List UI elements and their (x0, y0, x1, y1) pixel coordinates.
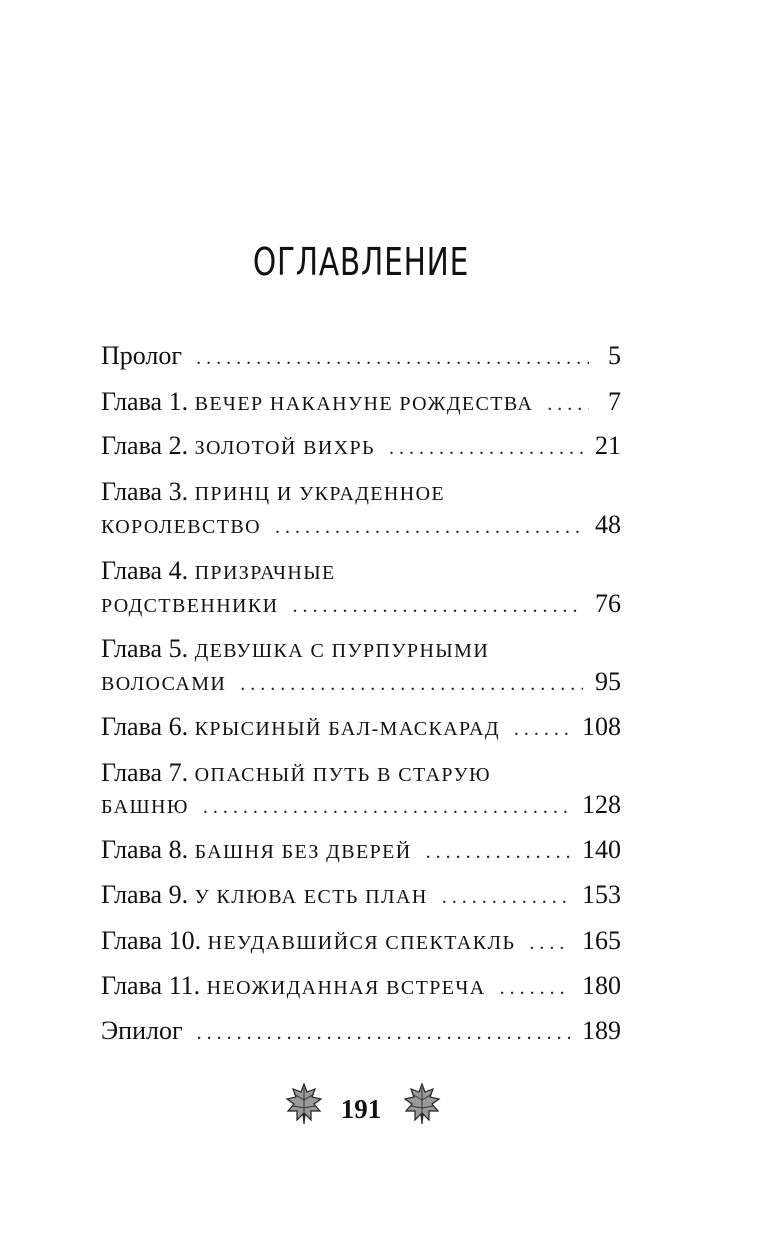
entry-title-continuation: ВОЛОСАМИ (101, 673, 227, 695)
entry-label: Глава 2. (101, 431, 189, 460)
entry-title: ВЕЧЕР НАКАНУНЕ РОЖДЕСТВА (194, 393, 534, 415)
dot-leader (197, 1017, 570, 1049)
entry-label: Глава 7. (101, 758, 189, 787)
toc-entry-chapter-4[interactable] (101, 555, 621, 587)
entry-label: Глава 10. (101, 926, 202, 955)
entry-page: 165 (582, 926, 621, 955)
toc-entry-chapter-7-cont[interactable] (101, 789, 621, 821)
entry-title-continuation: РОДСТВЕННИКИ (101, 595, 279, 617)
entry-title: У КЛЮВА ЕСТЬ ПЛАН (194, 886, 428, 908)
entry-title: ДЕВУШКА С ПУРПУРНЫМИ (194, 640, 490, 662)
entry-page: 76 (595, 589, 621, 618)
holly-leaf-icon (402, 1082, 442, 1126)
toc-entry-chapter-5-cont[interactable] (101, 666, 621, 698)
entry-page: 153 (582, 880, 621, 909)
entry-page: 140 (582, 835, 621, 864)
toc-entry-chapter-3-cont[interactable] (101, 509, 621, 541)
entry-title: ПРИЗРАЧНЫЕ (194, 562, 336, 584)
entry-title: КРЫСИНЫЙ БАЛ-МАСКАРАД (194, 718, 500, 740)
toc-entry-chapter-3[interactable] (101, 476, 621, 508)
dot-leader (292, 590, 583, 622)
entry-label: Глава 4. (101, 556, 189, 585)
entry-label: Глава 3. (101, 477, 189, 506)
entry-title: НЕОЖИДАННАЯ ВСТРЕЧА (206, 977, 486, 999)
entry-label: Глава 5. (101, 634, 189, 663)
dot-leader (547, 388, 589, 420)
toc-entry-chapter-6[interactable] (101, 711, 621, 743)
entry-page: 180 (582, 971, 621, 1000)
entry-title: ЗОЛОТОЙ ВИХРЬ (194, 437, 375, 459)
entry-title: ПРИНЦ И УКРАДЕННОЕ (194, 483, 446, 505)
toc-heading: ОГЛАВЛЕНИЕ (252, 240, 470, 284)
toc-entry-prologue[interactable] (101, 340, 621, 372)
entry-page: 48 (595, 510, 621, 539)
dot-leader (203, 791, 570, 823)
dot-leader (500, 972, 570, 1004)
toc-entry-chapter-5[interactable] (101, 633, 621, 665)
entry-label: Эпилог (101, 1016, 183, 1045)
page-footer (0, 1082, 768, 1132)
dot-leader (529, 927, 570, 959)
toc-entry-chapter-10[interactable] (101, 925, 621, 957)
entry-title: ОПАСНЫЙ ПУТЬ В СТАРУЮ (194, 764, 491, 786)
holly-leaf-icon (284, 1082, 324, 1126)
entry-label: Пролог (101, 341, 183, 370)
entry-title-continuation: БАШНЮ (101, 796, 189, 818)
dot-leader (442, 881, 570, 913)
toc-entry-chapter-9[interactable] (101, 879, 621, 911)
entry-title: НЕУДАВШИЙСЯ СПЕКТАКЛЬ (207, 932, 516, 954)
toc-entry-chapter-1[interactable] (101, 386, 621, 418)
entry-page: 108 (582, 712, 621, 741)
dot-leader (275, 511, 583, 543)
entry-label: Глава 11. (101, 971, 201, 1000)
toc-entry-chapter-4-cont[interactable] (101, 588, 621, 620)
page-number: 191 (340, 1094, 382, 1124)
toc-entry-epilogue[interactable] (101, 1015, 621, 1047)
entry-page: 5 (608, 341, 621, 370)
toc-entry-chapter-8[interactable] (101, 834, 621, 866)
entry-label: Глава 9. (101, 880, 189, 909)
dot-leader (196, 342, 589, 374)
dot-leader (514, 713, 570, 745)
entry-title-continuation: КОРОЛЕВСТВО (101, 516, 261, 538)
toc-entry-chapter-2[interactable] (101, 430, 621, 462)
entry-page: 128 (582, 790, 621, 819)
toc-entry-chapter-11[interactable] (101, 970, 621, 1002)
dot-leader (240, 668, 583, 700)
entry-label: Глава 8. (101, 835, 189, 864)
entry-page: 7 (608, 387, 621, 416)
entry-page: 21 (595, 431, 621, 460)
entry-page: 95 (595, 667, 621, 696)
dot-leader (389, 432, 583, 464)
entry-label: Глава 1. (101, 387, 189, 416)
entry-title: БАШНЯ БЕЗ ДВЕРЕЙ (194, 841, 412, 863)
dot-leader (426, 836, 570, 868)
toc-entry-chapter-7[interactable] (101, 757, 621, 789)
entry-page: 189 (582, 1016, 621, 1045)
entry-label: Глава 6. (101, 712, 189, 741)
